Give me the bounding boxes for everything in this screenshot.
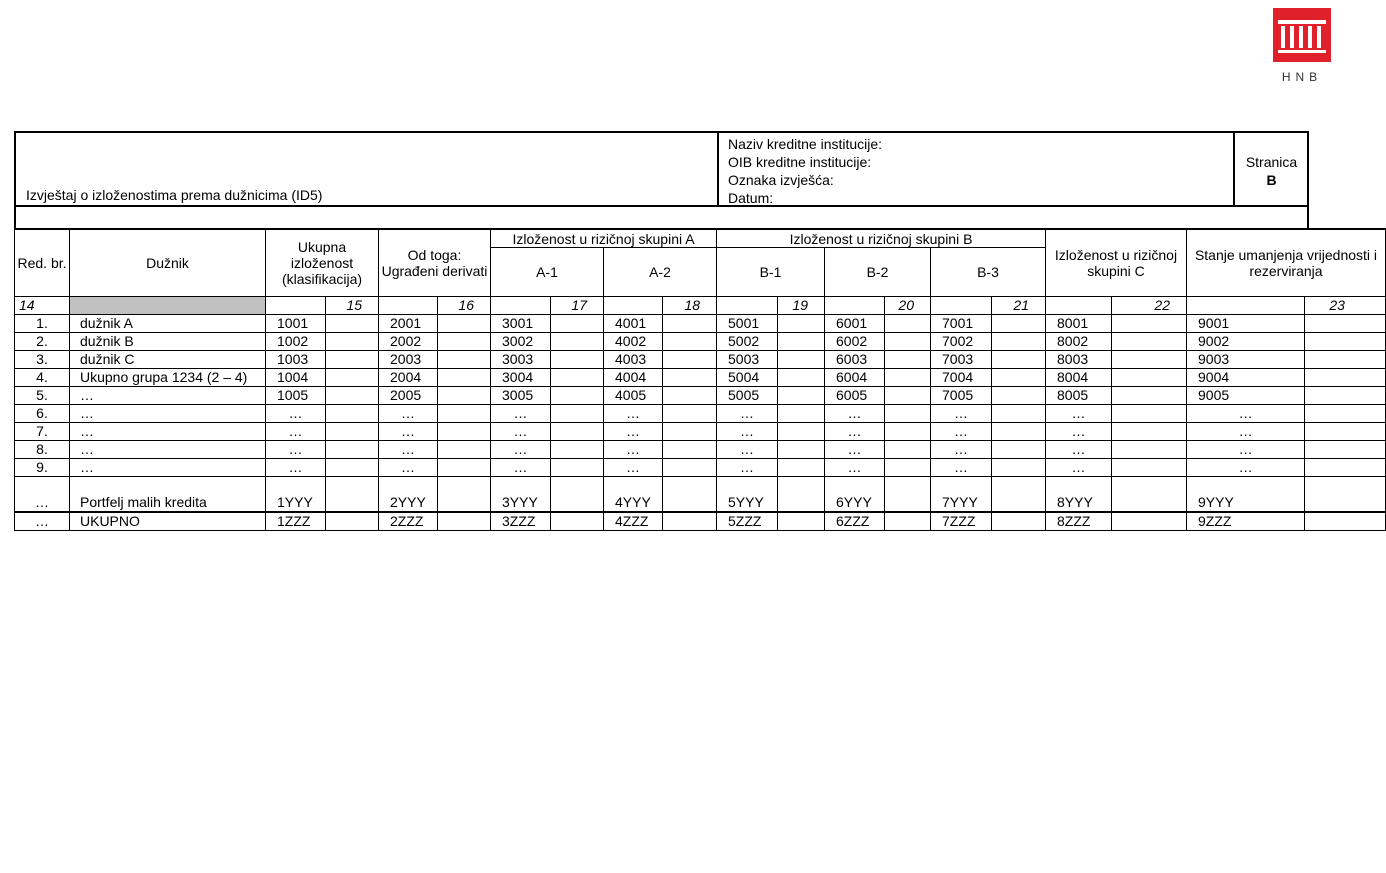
row-value-cell xyxy=(326,512,379,531)
institution-name-label: Naziv kreditne institucije: xyxy=(728,136,883,152)
table-row xyxy=(15,441,1386,459)
col-a2: A-2 xyxy=(604,248,717,297)
col-group-b: Izloženost u rizičnoj skupini B xyxy=(717,229,1046,248)
row-code-cell: … xyxy=(825,441,885,459)
page-box xyxy=(1236,133,1307,205)
row-value-cell xyxy=(551,423,604,441)
row-code-cell: 8004 xyxy=(1046,369,1112,387)
row-code-cell: … xyxy=(379,459,438,477)
row-debtor-name: … xyxy=(70,423,266,441)
row-code-cell: 9ZZZ xyxy=(1187,512,1305,531)
row-code-cell: 5ZZZ xyxy=(717,512,778,531)
row-value-cell xyxy=(1305,369,1386,387)
report-header xyxy=(14,131,1309,207)
shaded-cell xyxy=(70,297,266,315)
row-debtor-name: Portfelj malih kredita xyxy=(70,477,266,513)
row-code-cell: 7002 xyxy=(931,333,992,351)
row-number: 6. xyxy=(15,405,70,423)
row-value-cell xyxy=(438,315,491,333)
row-code-cell: 5YYY xyxy=(717,477,778,513)
row-code-cell: … xyxy=(1046,405,1112,423)
row-code-cell: 8001 xyxy=(1046,315,1112,333)
row-code-cell: … xyxy=(717,459,778,477)
row-value-cell xyxy=(1305,512,1386,531)
row-value-cell xyxy=(885,369,931,387)
row-value-cell xyxy=(326,351,379,369)
row-code-cell: … xyxy=(931,441,992,459)
row-value-cell xyxy=(551,315,604,333)
row-value-cell xyxy=(551,512,604,531)
col-a1: A-1 xyxy=(491,248,604,297)
row-code-cell: … xyxy=(1187,441,1305,459)
row-code-cell: 6001 xyxy=(825,315,885,333)
row-number: … xyxy=(15,512,70,531)
table-row xyxy=(15,351,1386,369)
row-code-cell: 1003 xyxy=(266,351,326,369)
row-number: 9. xyxy=(15,459,70,477)
row-debtor-name: dužnik C xyxy=(70,351,266,369)
row-value-cell xyxy=(663,512,717,531)
row-value-cell xyxy=(992,315,1046,333)
row-code-cell: 4003 xyxy=(604,351,663,369)
row-code-cell: 8003 xyxy=(1046,351,1112,369)
table-row xyxy=(15,405,1386,423)
row-value-cell xyxy=(992,459,1046,477)
row-code-cell: … xyxy=(491,405,551,423)
row-value-cell xyxy=(1112,315,1187,333)
row-code-cell: … xyxy=(266,405,326,423)
row-code-cell: … xyxy=(825,459,885,477)
row-value-cell xyxy=(992,369,1046,387)
header-spacer xyxy=(14,206,1309,229)
row-value-cell xyxy=(1305,315,1386,333)
row-code-cell: … xyxy=(1046,423,1112,441)
row-code-cell: 5004 xyxy=(717,369,778,387)
col-od-toga: Od toga: Ugrađeni derivati xyxy=(379,229,491,297)
row-code-cell: 1YYY xyxy=(266,477,326,513)
row-code-cell: 6004 xyxy=(825,369,885,387)
row-code-cell: 7003 xyxy=(931,351,992,369)
row-number: 5. xyxy=(15,387,70,405)
row-value-cell xyxy=(885,315,931,333)
index-cell: 17 xyxy=(551,297,604,315)
date-label: Datum: xyxy=(728,190,774,206)
row-value-cell xyxy=(778,387,825,405)
index-cell: 19 xyxy=(778,297,825,315)
index-cell: 22 xyxy=(1112,297,1187,315)
row-debtor-name: … xyxy=(70,459,266,477)
table-row xyxy=(15,387,1386,405)
row-value-cell xyxy=(778,333,825,351)
row-value-cell xyxy=(778,512,825,531)
col-ukupna: Ukupna izloženost (klasifikacija) xyxy=(266,229,379,297)
hnb-logo-icon xyxy=(1273,8,1331,62)
row-value-cell xyxy=(551,459,604,477)
row-value-cell xyxy=(778,315,825,333)
row-value-cell xyxy=(326,333,379,351)
row-debtor-name: UKUPNO xyxy=(70,512,266,531)
row-code-cell: … xyxy=(266,441,326,459)
row-code-cell: 4004 xyxy=(604,369,663,387)
exposure-table xyxy=(14,228,1386,531)
hnb-logo-text: HNB xyxy=(1281,70,1323,84)
hnb-logo xyxy=(1273,8,1333,86)
index-row xyxy=(15,297,1386,315)
row-code-cell: 4005 xyxy=(604,387,663,405)
row-code-cell: … xyxy=(491,459,551,477)
index-cell: 23 xyxy=(1305,297,1386,315)
row-code-cell: 3001 xyxy=(491,315,551,333)
row-code-cell: … xyxy=(604,405,663,423)
row-value-cell xyxy=(992,405,1046,423)
row-code-cell: 2003 xyxy=(379,351,438,369)
institution-info xyxy=(717,133,1235,205)
row-value-cell xyxy=(992,333,1046,351)
row-code-cell: 9YYY xyxy=(1187,477,1305,513)
row-value-cell xyxy=(438,405,491,423)
row-code-cell: … xyxy=(825,405,885,423)
row-value-cell xyxy=(1112,477,1187,513)
row-code-cell: 3005 xyxy=(491,387,551,405)
row-code-cell: … xyxy=(717,441,778,459)
col-red-br: Red. br. xyxy=(15,229,70,297)
row-value-cell xyxy=(438,441,491,459)
report-title: Izvještaj o izloženostima prema dužnicima (ID5) xyxy=(26,187,323,203)
row-value-cell xyxy=(1112,459,1187,477)
row-code-cell: 7001 xyxy=(931,315,992,333)
table-row xyxy=(15,477,1386,513)
row-value-cell xyxy=(326,423,379,441)
row-value-cell xyxy=(778,351,825,369)
row-code-cell: … xyxy=(931,405,992,423)
row-value-cell xyxy=(885,351,931,369)
row-value-cell xyxy=(438,459,491,477)
row-value-cell xyxy=(992,351,1046,369)
row-number: 3. xyxy=(15,351,70,369)
row-code-cell: 2ZZZ xyxy=(379,512,438,531)
row-value-cell xyxy=(992,423,1046,441)
row-code-cell: … xyxy=(379,441,438,459)
row-number: 1. xyxy=(15,315,70,333)
row-code-cell: 8ZZZ xyxy=(1046,512,1112,531)
row-value-cell xyxy=(778,405,825,423)
row-code-cell: … xyxy=(717,405,778,423)
row-code-cell: 4YYY xyxy=(604,477,663,513)
col-duznik: Dužnik xyxy=(70,229,266,297)
row-code-cell: … xyxy=(604,423,663,441)
row-value-cell xyxy=(1112,369,1187,387)
row-value-cell xyxy=(778,441,825,459)
row-number: 4. xyxy=(15,369,70,387)
index-cell: 20 xyxy=(885,297,931,315)
row-value-cell xyxy=(551,333,604,351)
row-code-cell: … xyxy=(1187,405,1305,423)
row-value-cell xyxy=(885,333,931,351)
row-code-cell: 5002 xyxy=(717,333,778,351)
col-group-a: Izloženost u rizičnoj skupini A xyxy=(491,229,717,248)
row-code-cell: 1002 xyxy=(266,333,326,351)
row-value-cell xyxy=(663,459,717,477)
row-code-cell: 3002 xyxy=(491,333,551,351)
row-value-cell xyxy=(778,477,825,513)
row-code-cell: 9002 xyxy=(1187,333,1305,351)
report-code-label: Oznaka izvješća: xyxy=(728,172,834,188)
row-code-cell: … xyxy=(491,423,551,441)
row-code-cell: 2YYY xyxy=(379,477,438,513)
table-row xyxy=(15,333,1386,351)
row-value-cell xyxy=(1112,387,1187,405)
row-code-cell: … xyxy=(825,423,885,441)
row-value-cell xyxy=(438,512,491,531)
row-value-cell xyxy=(992,477,1046,513)
row-value-cell xyxy=(663,351,717,369)
row-code-cell: 2001 xyxy=(379,315,438,333)
row-code-cell: … xyxy=(1046,441,1112,459)
row-debtor-name: Ukupno grupa 1234 (2 – 4) xyxy=(70,369,266,387)
row-value-cell xyxy=(663,369,717,387)
row-code-cell: 6YYY xyxy=(825,477,885,513)
table-row xyxy=(15,423,1386,441)
row-code-cell: 1004 xyxy=(266,369,326,387)
row-code-cell: 7YYY xyxy=(931,477,992,513)
row-value-cell xyxy=(326,405,379,423)
row-code-cell: … xyxy=(604,441,663,459)
row-value-cell xyxy=(992,512,1046,531)
col-b1: B-1 xyxy=(717,248,825,297)
row-value-cell xyxy=(1112,423,1187,441)
col-group-c: Izloženost u rizičnoj skupini C xyxy=(1046,229,1187,297)
row-number: 8. xyxy=(15,441,70,459)
row-number: 2. xyxy=(15,333,70,351)
row-code-cell: … xyxy=(717,423,778,441)
row-debtor-name: dužnik B xyxy=(70,333,266,351)
row-code-cell: 6ZZZ xyxy=(825,512,885,531)
col-stanje: Stanje umanjenja vrijednosti i rezerviranja xyxy=(1187,229,1386,297)
row-debtor-name: dužnik A xyxy=(70,315,266,333)
row-value-cell xyxy=(885,441,931,459)
row-value-cell xyxy=(663,333,717,351)
row-code-cell: 6005 xyxy=(825,387,885,405)
institution-oib-label: OIB kreditne institucije: xyxy=(728,154,872,170)
row-code-cell: 9003 xyxy=(1187,351,1305,369)
row-code-cell: 4001 xyxy=(604,315,663,333)
page-label: Stranica xyxy=(1245,154,1298,170)
row-value-cell xyxy=(551,369,604,387)
row-value-cell xyxy=(326,315,379,333)
row-value-cell xyxy=(1305,387,1386,405)
row-code-cell: 3ZZZ xyxy=(491,512,551,531)
row-value-cell xyxy=(551,351,604,369)
row-debtor-name: … xyxy=(70,405,266,423)
row-value-cell xyxy=(1112,512,1187,531)
row-code-cell: 3004 xyxy=(491,369,551,387)
row-value-cell xyxy=(1112,405,1187,423)
row-value-cell xyxy=(663,477,717,513)
page-value: B xyxy=(1266,172,1277,188)
row-code-cell: … xyxy=(379,405,438,423)
row-code-cell: 7ZZZ xyxy=(931,512,992,531)
col-b2: B-2 xyxy=(825,248,931,297)
row-value-cell xyxy=(778,459,825,477)
row-value-cell xyxy=(326,441,379,459)
row-code-cell: … xyxy=(1046,459,1112,477)
table-row xyxy=(15,369,1386,387)
table-row xyxy=(15,512,1386,531)
index-cell: 18 xyxy=(663,297,717,315)
row-value-cell xyxy=(326,477,379,513)
row-debtor-name: … xyxy=(70,387,266,405)
row-code-cell: … xyxy=(1187,459,1305,477)
row-code-cell: … xyxy=(604,459,663,477)
index-cell: 16 xyxy=(438,297,491,315)
row-value-cell xyxy=(885,459,931,477)
header-row-1 xyxy=(15,229,1386,248)
row-code-cell: 1ZZZ xyxy=(266,512,326,531)
row-debtor-name: … xyxy=(70,441,266,459)
row-value-cell xyxy=(438,423,491,441)
row-code-cell: 3003 xyxy=(491,351,551,369)
row-code-cell: 9005 xyxy=(1187,387,1305,405)
row-number: 7. xyxy=(15,423,70,441)
row-code-cell: 8005 xyxy=(1046,387,1112,405)
index-cell: 21 xyxy=(992,297,1046,315)
row-number: … xyxy=(15,477,70,513)
row-value-cell xyxy=(1112,333,1187,351)
row-value-cell xyxy=(663,315,717,333)
row-code-cell: 8YYY xyxy=(1046,477,1112,513)
row-value-cell xyxy=(1305,441,1386,459)
row-value-cell xyxy=(551,387,604,405)
row-value-cell xyxy=(326,387,379,405)
row-value-cell xyxy=(663,423,717,441)
row-value-cell xyxy=(1305,405,1386,423)
row-value-cell xyxy=(885,423,931,441)
index-cell: 14 xyxy=(15,297,70,315)
row-code-cell: 6002 xyxy=(825,333,885,351)
row-code-cell: 3YYY xyxy=(491,477,551,513)
row-code-cell: 1005 xyxy=(266,387,326,405)
row-value-cell xyxy=(1305,477,1386,513)
row-code-cell: … xyxy=(266,459,326,477)
row-value-cell xyxy=(438,477,491,513)
row-code-cell: 6003 xyxy=(825,351,885,369)
row-value-cell xyxy=(1112,351,1187,369)
row-value-cell xyxy=(1305,459,1386,477)
row-value-cell xyxy=(885,477,931,513)
row-code-cell: 7005 xyxy=(931,387,992,405)
row-value-cell xyxy=(885,405,931,423)
row-code-cell: 9001 xyxy=(1187,315,1305,333)
row-code-cell: 5005 xyxy=(717,387,778,405)
row-code-cell: 5003 xyxy=(717,351,778,369)
row-value-cell xyxy=(438,387,491,405)
row-code-cell: … xyxy=(931,423,992,441)
row-value-cell xyxy=(1112,441,1187,459)
row-value-cell xyxy=(778,423,825,441)
row-value-cell xyxy=(438,351,491,369)
row-value-cell xyxy=(551,405,604,423)
table-row xyxy=(15,315,1386,333)
row-code-cell: … xyxy=(266,423,326,441)
row-code-cell: 8002 xyxy=(1046,333,1112,351)
row-code-cell: … xyxy=(1187,423,1305,441)
row-code-cell: … xyxy=(931,459,992,477)
row-code-cell: 2004 xyxy=(379,369,438,387)
row-code-cell: … xyxy=(379,423,438,441)
row-value-cell xyxy=(663,387,717,405)
row-code-cell: … xyxy=(491,441,551,459)
row-code-cell: 1001 xyxy=(266,315,326,333)
row-code-cell: 5001 xyxy=(717,315,778,333)
row-value-cell xyxy=(1305,351,1386,369)
row-value-cell xyxy=(438,333,491,351)
row-value-cell xyxy=(992,387,1046,405)
row-value-cell xyxy=(326,459,379,477)
row-value-cell xyxy=(551,441,604,459)
row-code-cell: 4002 xyxy=(604,333,663,351)
row-value-cell xyxy=(885,387,931,405)
row-value-cell xyxy=(663,405,717,423)
row-code-cell: 7004 xyxy=(931,369,992,387)
row-code-cell: 4ZZZ xyxy=(604,512,663,531)
table-row xyxy=(15,459,1386,477)
col-b3: B-3 xyxy=(931,248,1046,297)
row-value-cell xyxy=(663,441,717,459)
row-value-cell xyxy=(551,477,604,513)
row-code-cell: 9004 xyxy=(1187,369,1305,387)
row-value-cell xyxy=(1305,423,1386,441)
row-value-cell xyxy=(992,441,1046,459)
row-value-cell xyxy=(438,369,491,387)
row-code-cell: 2005 xyxy=(379,387,438,405)
row-value-cell xyxy=(326,369,379,387)
row-value-cell xyxy=(778,369,825,387)
row-value-cell xyxy=(885,512,931,531)
row-code-cell: 2002 xyxy=(379,333,438,351)
index-cell: 15 xyxy=(326,297,379,315)
row-value-cell xyxy=(1305,333,1386,351)
